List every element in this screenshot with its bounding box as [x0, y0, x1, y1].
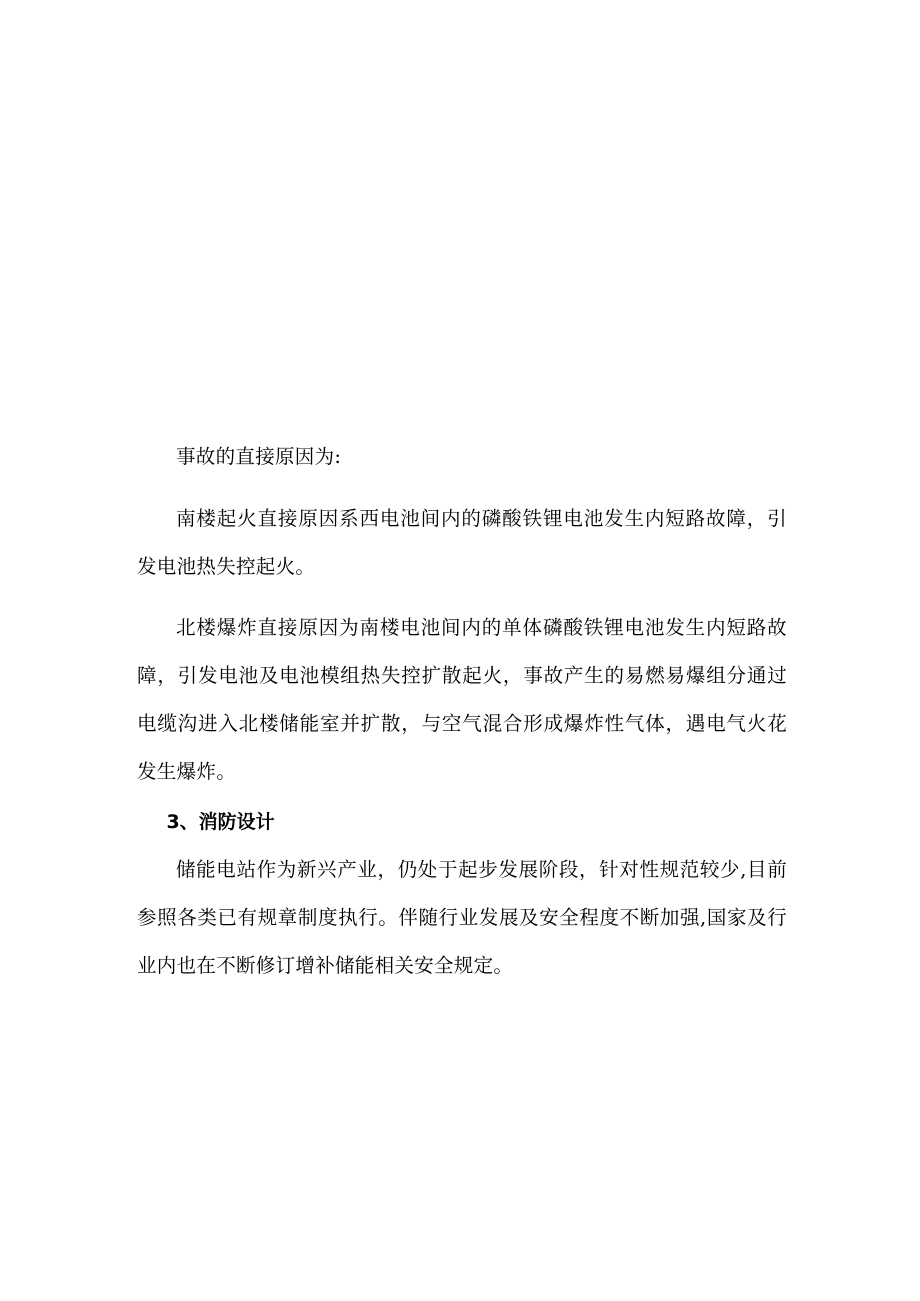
intro-paragraph: 事故的直接原因为:: [176, 445, 342, 468]
section-heading: 3、消防设计: [166, 811, 275, 833]
south-building-fire-paragraph: 南楼起火直接原因系西电池间内的磷酸铁锂电池发生内短路故障，引发电池热失控起火。: [137, 507, 787, 578]
document-body: [137, 433, 787, 990]
north-building-explosion-paragraph: 北楼爆炸直接原因为南楼电池间内的单体磷酸铁锂电池发生内短路故障，引发电池及电池模组热失控扩散起火，事故产生的易燃易爆组分通过电缆沟进入北楼储能室并扩散，与空气混合形成爆炸性气体，遇电气火花发生爆炸。: [137, 616, 787, 783]
fire-protection-design-paragraph: 储能电站作为新兴产业，仍处于起步发展阶段，针对性规范较少,目前参照各类已有规章制度执行。伴随行业发展及安全程度不断加强,国家及行业内也在不断修订增补储能相关安全规定。: [137, 858, 787, 977]
